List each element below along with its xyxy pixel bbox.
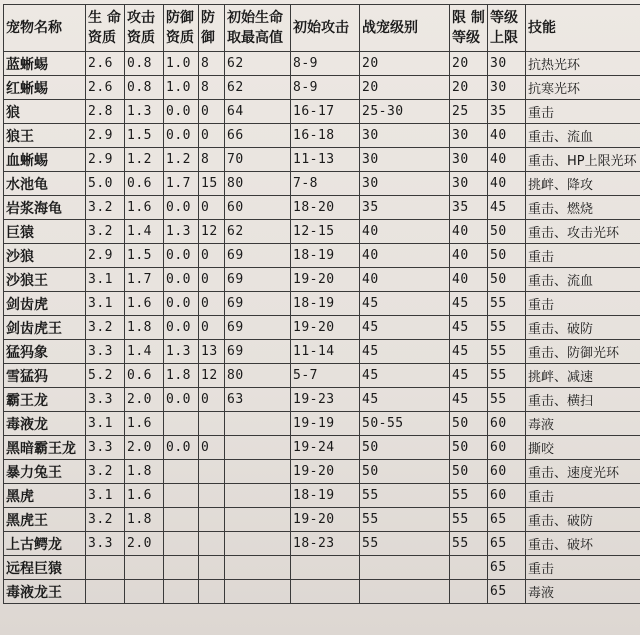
stat-cell: 1.6 <box>125 412 164 436</box>
stat-cell: 0 <box>199 292 225 316</box>
stat-cell: 45 <box>360 340 450 364</box>
stat-cell: 0.0 <box>164 436 199 460</box>
skill-cell: 重击、速度光环 <box>526 460 640 484</box>
pet-name-cell: 远程巨猿 <box>4 556 86 580</box>
stat-cell: 2.8 <box>86 100 125 124</box>
stat-cell: 8 <box>199 148 225 172</box>
table-row <box>4 124 640 148</box>
stat-cell: 0 <box>199 196 225 220</box>
stat-cell: 0.8 <box>125 52 164 76</box>
skill-cell: 重击 <box>526 556 640 580</box>
pet-name-cell: 剑齿虎 <box>4 292 86 316</box>
stat-cell: 20 <box>360 52 450 76</box>
stat-cell: 45 <box>360 364 450 388</box>
stat-cell: 19-19 <box>291 412 360 436</box>
stat-cell: 12-15 <box>291 220 360 244</box>
stat-cell: 69 <box>225 268 291 292</box>
table-row <box>4 364 640 388</box>
table-row <box>4 292 640 316</box>
pet-name-cell: 狼王 <box>4 124 86 148</box>
stat-cell: 15 <box>199 172 225 196</box>
stat-cell: 1.3 <box>125 100 164 124</box>
stat-cell <box>199 508 225 532</box>
stat-cell: 0.0 <box>164 316 199 340</box>
skill-cell: 重击、防御光环 <box>526 340 640 364</box>
skill-cell: 重击、燃烧 <box>526 196 640 220</box>
stat-cell: 30 <box>360 124 450 148</box>
pet-name-cell: 雪猛犸 <box>4 364 86 388</box>
stat-cell <box>199 460 225 484</box>
stat-cell: 40 <box>360 244 450 268</box>
table-body <box>4 52 640 604</box>
pet-name-cell: 沙狼王 <box>4 268 86 292</box>
stat-cell <box>164 556 199 580</box>
stat-cell: 2.6 <box>86 76 125 100</box>
table-row <box>4 412 640 436</box>
stat-cell: 8 <box>199 76 225 100</box>
stat-cell: 0 <box>199 388 225 412</box>
stat-cell: 60 <box>488 460 526 484</box>
stat-cell: 55 <box>450 532 488 556</box>
stat-cell <box>360 580 450 604</box>
stat-cell: 3.3 <box>86 340 125 364</box>
skill-cell: 重击、破坏 <box>526 532 640 556</box>
stat-cell <box>199 556 225 580</box>
table-row <box>4 580 640 604</box>
stat-cell: 63 <box>225 388 291 412</box>
column-header: 战宠级别 <box>360 5 450 52</box>
skill-cell: 撕咬 <box>526 436 640 460</box>
stat-cell: 5-7 <box>291 364 360 388</box>
stat-cell: 1.6 <box>125 196 164 220</box>
stat-cell: 3.2 <box>86 196 125 220</box>
stat-cell: 1.5 <box>125 124 164 148</box>
table-row <box>4 508 640 532</box>
stat-cell <box>225 412 291 436</box>
stat-cell: 62 <box>225 76 291 100</box>
skill-cell: 重击、HP上限光环 <box>526 148 640 172</box>
stat-cell: 1.2 <box>164 148 199 172</box>
pet-name-cell: 巨猿 <box>4 220 86 244</box>
table-row <box>4 100 640 124</box>
table-row <box>4 268 640 292</box>
pet-name-cell: 黑虎王 <box>4 508 86 532</box>
stat-cell: 69 <box>225 292 291 316</box>
stat-cell: 30 <box>360 172 450 196</box>
skill-cell: 挑衅、降攻 <box>526 172 640 196</box>
stat-cell: 18-20 <box>291 196 360 220</box>
stat-cell: 45 <box>488 196 526 220</box>
stat-cell: 5.0 <box>86 172 125 196</box>
stat-cell: 60 <box>225 196 291 220</box>
stat-cell <box>86 580 125 604</box>
stat-cell: 20 <box>360 76 450 100</box>
stat-cell: 50 <box>450 436 488 460</box>
stat-cell: 50 <box>360 460 450 484</box>
stat-cell: 18-19 <box>291 484 360 508</box>
stat-cell: 3.2 <box>86 508 125 532</box>
stat-cell: 0.0 <box>164 100 199 124</box>
column-header: 防 御 <box>199 5 225 52</box>
stat-cell: 0 <box>199 316 225 340</box>
stat-cell <box>164 460 199 484</box>
skill-cell: 抗寒光环 <box>526 76 640 100</box>
stat-cell: 55 <box>488 292 526 316</box>
stat-cell: 55 <box>488 316 526 340</box>
stat-cell: 69 <box>225 244 291 268</box>
stat-cell: 45 <box>360 292 450 316</box>
skill-cell: 重击 <box>526 100 640 124</box>
stat-cell: 18-19 <box>291 244 360 268</box>
stat-cell: 1.2 <box>125 148 164 172</box>
stat-cell: 80 <box>225 172 291 196</box>
table-row <box>4 556 640 580</box>
table-row <box>4 52 640 76</box>
column-header: 初始生命 取最高值 <box>225 5 291 52</box>
stat-cell: 69 <box>225 316 291 340</box>
stat-cell: 1.0 <box>164 52 199 76</box>
pet-stats-table <box>3 4 640 604</box>
stat-cell: 20 <box>450 52 488 76</box>
stat-cell: 0 <box>199 244 225 268</box>
pet-name-cell: 岩浆海龟 <box>4 196 86 220</box>
pet-name-cell: 毒液龙 <box>4 412 86 436</box>
column-header: 生 命 资质 <box>86 5 125 52</box>
stat-cell: 45 <box>360 316 450 340</box>
stat-cell: 19-24 <box>291 436 360 460</box>
stat-cell: 55 <box>450 484 488 508</box>
table-row <box>4 436 640 460</box>
stat-cell: 1.6 <box>125 292 164 316</box>
stat-cell: 65 <box>488 532 526 556</box>
skill-cell: 抗热光环 <box>526 52 640 76</box>
table-row <box>4 340 640 364</box>
stat-cell <box>225 460 291 484</box>
skill-cell: 重击、流血 <box>526 268 640 292</box>
stat-cell: 0.6 <box>125 364 164 388</box>
stat-cell: 50 <box>488 220 526 244</box>
stat-cell: 35 <box>360 196 450 220</box>
table-row <box>4 460 640 484</box>
stat-cell: 7-8 <box>291 172 360 196</box>
pet-name-cell: 狼 <box>4 100 86 124</box>
stat-cell: 50 <box>450 412 488 436</box>
stat-cell: 60 <box>488 412 526 436</box>
table-row <box>4 148 640 172</box>
stat-cell: 20 <box>450 76 488 100</box>
stat-cell: 30 <box>450 172 488 196</box>
stat-cell: 3.2 <box>86 316 125 340</box>
stat-cell: 62 <box>225 52 291 76</box>
pet-name-cell: 沙狼 <box>4 244 86 268</box>
skill-cell: 挑衅、减速 <box>526 364 640 388</box>
stat-cell: 50 <box>360 436 450 460</box>
stat-cell: 55 <box>360 484 450 508</box>
skill-cell: 重击、破防 <box>526 508 640 532</box>
stat-cell: 0.6 <box>125 172 164 196</box>
stat-cell: 12 <box>199 220 225 244</box>
stat-cell: 40 <box>450 244 488 268</box>
column-header: 限 制 等级 <box>450 5 488 52</box>
stat-cell <box>291 556 360 580</box>
stat-cell: 62 <box>225 220 291 244</box>
stat-cell: 19-23 <box>291 388 360 412</box>
stat-cell <box>199 580 225 604</box>
stat-cell: 1.4 <box>125 340 164 364</box>
table-row <box>4 388 640 412</box>
pet-name-cell: 剑齿虎王 <box>4 316 86 340</box>
skill-cell: 重击、攻击光环 <box>526 220 640 244</box>
stat-cell: 8-9 <box>291 76 360 100</box>
skill-cell: 重击 <box>526 484 640 508</box>
stat-cell: 69 <box>225 340 291 364</box>
stat-cell <box>450 580 488 604</box>
stat-cell: 65 <box>488 508 526 532</box>
stat-cell: 40 <box>450 220 488 244</box>
header-row <box>4 5 640 52</box>
stat-cell: 2.0 <box>125 388 164 412</box>
column-header: 防御 资质 <box>164 5 199 52</box>
pet-name-cell: 上古鳄龙 <box>4 532 86 556</box>
column-header: 宠物名称 <box>4 5 86 52</box>
pet-name-cell: 黑虎 <box>4 484 86 508</box>
stat-cell: 1.7 <box>164 172 199 196</box>
stat-cell: 40 <box>360 268 450 292</box>
stat-cell: 0 <box>199 436 225 460</box>
table-row <box>4 484 640 508</box>
table-row <box>4 172 640 196</box>
stat-cell: 0 <box>199 124 225 148</box>
stat-cell: 0.0 <box>164 292 199 316</box>
stat-cell: 3.2 <box>86 460 125 484</box>
stat-cell: 12 <box>199 364 225 388</box>
stat-cell: 40 <box>488 124 526 148</box>
stat-cell <box>199 532 225 556</box>
stat-cell: 2.0 <box>125 436 164 460</box>
stat-cell: 0.0 <box>164 124 199 148</box>
stat-cell: 2.9 <box>86 244 125 268</box>
stat-cell <box>225 508 291 532</box>
stat-cell: 55 <box>488 340 526 364</box>
stat-cell: 64 <box>225 100 291 124</box>
pet-name-cell: 猛犸象 <box>4 340 86 364</box>
skill-cell: 重击、横扫 <box>526 388 640 412</box>
skill-cell: 重击 <box>526 244 640 268</box>
stat-cell: 1.8 <box>125 316 164 340</box>
stat-cell: 55 <box>488 364 526 388</box>
stat-cell: 50 <box>488 244 526 268</box>
stat-cell: 50 <box>450 460 488 484</box>
stat-cell: 16-17 <box>291 100 360 124</box>
stat-cell: 50 <box>488 268 526 292</box>
stat-cell: 40 <box>360 220 450 244</box>
stat-cell: 3.3 <box>86 436 125 460</box>
skill-cell: 毒液 <box>526 580 640 604</box>
stat-cell <box>125 556 164 580</box>
stat-cell: 70 <box>225 148 291 172</box>
stat-cell <box>199 412 225 436</box>
stat-cell: 80 <box>225 364 291 388</box>
stat-cell <box>164 508 199 532</box>
stat-cell: 45 <box>450 292 488 316</box>
stat-cell <box>450 556 488 580</box>
stat-cell: 0.0 <box>164 268 199 292</box>
table-row <box>4 244 640 268</box>
stat-cell: 1.3 <box>164 340 199 364</box>
stat-cell: 3.3 <box>86 532 125 556</box>
stat-cell: 45 <box>450 364 488 388</box>
stat-cell: 11-13 <box>291 148 360 172</box>
stat-cell: 0.0 <box>164 196 199 220</box>
pet-name-cell: 红蜥蜴 <box>4 76 86 100</box>
stat-cell <box>360 556 450 580</box>
stat-cell: 1.5 <box>125 244 164 268</box>
stat-cell: 3.1 <box>86 268 125 292</box>
skill-cell: 重击、破防 <box>526 316 640 340</box>
stat-cell <box>225 484 291 508</box>
stat-cell: 45 <box>450 316 488 340</box>
stat-cell: 8-9 <box>291 52 360 76</box>
stat-cell: 3.1 <box>86 412 125 436</box>
stat-cell: 25 <box>450 100 488 124</box>
pet-name-cell: 暴力兔王 <box>4 460 86 484</box>
stat-cell <box>164 580 199 604</box>
stat-cell: 1.3 <box>164 220 199 244</box>
stat-cell: 2.9 <box>86 124 125 148</box>
stat-cell: 60 <box>488 484 526 508</box>
stat-cell <box>164 412 199 436</box>
stat-cell: 18-19 <box>291 292 360 316</box>
stat-cell: 2.9 <box>86 148 125 172</box>
stat-cell: 8 <box>199 52 225 76</box>
stat-cell: 2.0 <box>125 532 164 556</box>
stat-cell: 40 <box>450 268 488 292</box>
stat-cell: 65 <box>488 580 526 604</box>
stat-cell: 30 <box>488 52 526 76</box>
stat-cell: 50-55 <box>360 412 450 436</box>
stat-cell: 30 <box>450 124 488 148</box>
table-header <box>4 5 640 52</box>
stat-cell: 66 <box>225 124 291 148</box>
stat-cell: 19-20 <box>291 268 360 292</box>
stat-cell: 1.8 <box>125 508 164 532</box>
stat-cell: 30 <box>360 148 450 172</box>
stat-cell <box>225 532 291 556</box>
table-row <box>4 316 640 340</box>
stat-cell: 55 <box>360 532 450 556</box>
pet-name-cell: 水池龟 <box>4 172 86 196</box>
stat-cell: 35 <box>488 100 526 124</box>
skill-cell: 重击 <box>526 292 640 316</box>
stat-cell: 0.0 <box>164 244 199 268</box>
stat-cell: 0.0 <box>164 388 199 412</box>
column-header: 等级 上限 <box>488 5 526 52</box>
stat-cell: 5.2 <box>86 364 125 388</box>
stat-cell: 40 <box>488 172 526 196</box>
stat-cell <box>86 556 125 580</box>
column-header: 初始攻击 <box>291 5 360 52</box>
stat-cell: 13 <box>199 340 225 364</box>
pet-name-cell: 血蜥蜴 <box>4 148 86 172</box>
column-header: 攻击 资质 <box>125 5 164 52</box>
stat-cell <box>291 580 360 604</box>
stat-cell: 16-18 <box>291 124 360 148</box>
skill-cell: 重击、流血 <box>526 124 640 148</box>
table-row <box>4 532 640 556</box>
stat-cell: 55 <box>488 388 526 412</box>
stat-cell: 1.6 <box>125 484 164 508</box>
stat-cell <box>199 484 225 508</box>
table-row <box>4 220 640 244</box>
stat-cell: 1.8 <box>125 460 164 484</box>
stat-cell: 35 <box>450 196 488 220</box>
stat-cell <box>225 436 291 460</box>
pet-name-cell: 蓝蜥蜴 <box>4 52 86 76</box>
stat-cell <box>125 580 164 604</box>
stat-cell: 45 <box>450 340 488 364</box>
stat-cell: 65 <box>488 556 526 580</box>
stat-cell: 11-14 <box>291 340 360 364</box>
stat-cell <box>225 556 291 580</box>
stat-cell: 1.8 <box>164 364 199 388</box>
stat-cell: 18-23 <box>291 532 360 556</box>
stat-cell <box>225 580 291 604</box>
stat-cell: 2.6 <box>86 52 125 76</box>
table-row <box>4 76 640 100</box>
pet-name-cell: 毒液龙王 <box>4 580 86 604</box>
column-header: 技能 <box>526 5 640 52</box>
stat-cell: 1.0 <box>164 76 199 100</box>
stat-cell: 40 <box>488 148 526 172</box>
stat-cell: 55 <box>360 508 450 532</box>
stat-cell: 3.3 <box>86 388 125 412</box>
pet-name-cell: 黑暗霸王龙 <box>4 436 86 460</box>
stat-cell: 1.7 <box>125 268 164 292</box>
stat-cell <box>164 532 199 556</box>
stat-cell: 3.1 <box>86 484 125 508</box>
stat-cell: 1.4 <box>125 220 164 244</box>
stat-cell: 0 <box>199 268 225 292</box>
stat-cell: 60 <box>488 436 526 460</box>
stat-cell: 45 <box>360 388 450 412</box>
stat-cell: 0.8 <box>125 76 164 100</box>
stat-cell: 3.1 <box>86 292 125 316</box>
stat-cell: 19-20 <box>291 508 360 532</box>
stat-cell <box>164 484 199 508</box>
stat-cell: 30 <box>450 148 488 172</box>
table-row <box>4 196 640 220</box>
stat-cell: 25-30 <box>360 100 450 124</box>
pet-name-cell: 霸王龙 <box>4 388 86 412</box>
stat-cell: 30 <box>488 76 526 100</box>
skill-cell: 毒液 <box>526 412 640 436</box>
stat-cell: 0 <box>199 100 225 124</box>
stat-cell: 19-20 <box>291 316 360 340</box>
stat-cell: 19-20 <box>291 460 360 484</box>
stat-cell: 45 <box>450 388 488 412</box>
stat-cell: 55 <box>450 508 488 532</box>
stat-cell: 3.2 <box>86 220 125 244</box>
